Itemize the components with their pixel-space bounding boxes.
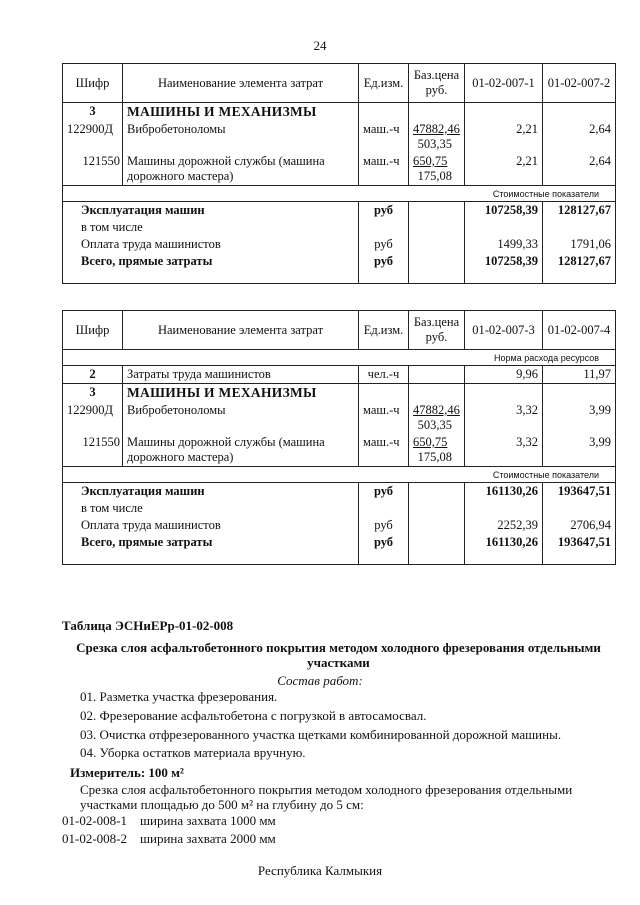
table-header-row xyxy=(63,311,616,350)
page-number: 24 xyxy=(313,38,327,53)
work-item: 02. Фрезерование асфальтобетона с погрузкой в автосамосвал. xyxy=(80,708,427,723)
row-value-1: 107258,39 xyxy=(465,202,543,220)
row-unit: маш.-ч xyxy=(359,153,409,186)
row-code: 121550 xyxy=(63,434,123,467)
row-name: в том числе xyxy=(63,219,359,236)
row-unit: руб xyxy=(359,483,409,501)
row-value-1: 3,32 xyxy=(465,402,543,434)
header-cell: Наименование элемента затрат xyxy=(123,311,359,350)
price-wage: 503,35 xyxy=(417,137,452,151)
description: Срезка слоя асфальтобетонного покрытия методом холодного фрезерования отдельными участками площадью до 500 м² на глубину до 5 см: xyxy=(80,782,573,812)
header-cell: Ед.изм. xyxy=(359,311,409,350)
row-name: Затраты труда машинистов xyxy=(123,366,359,384)
price-base: 47882,46 xyxy=(413,122,460,136)
code-item xyxy=(62,813,276,829)
measure-unit: Измеритель: 100 м² xyxy=(70,765,184,780)
price-base: 650,75 xyxy=(413,435,448,449)
table-row xyxy=(63,517,616,534)
header-cell: 01-02-007-3 xyxy=(465,311,543,350)
row-value-1: 2252,39 xyxy=(465,517,543,534)
row-value-1: 2,21 xyxy=(465,153,543,186)
table-row xyxy=(63,402,616,434)
cost-section-label: Стоимостные показатели xyxy=(63,186,616,202)
row-unit: руб xyxy=(359,236,409,253)
work-item: 04. Уборка остатков материала вручную. xyxy=(80,745,306,760)
row-value-2: 128127,67 xyxy=(543,253,616,283)
section-row xyxy=(63,350,616,366)
header-cell: Шифр xyxy=(63,311,123,350)
row-code: 121550 xyxy=(63,153,123,186)
row-price xyxy=(409,153,465,186)
row-name: Машины дорожной службы (машина дорожного мастера) xyxy=(123,434,359,467)
code-number: 01-02-008-1 xyxy=(62,813,127,828)
header-cell: Баз.цена руб. xyxy=(409,64,465,103)
table-row xyxy=(63,236,616,253)
row-value-1: 9,96 xyxy=(465,366,543,384)
norm-section-label: Норма расхода ресурсов xyxy=(63,350,616,366)
row-name: Эксплуатация машин xyxy=(63,202,359,220)
header-cell: 01-02-007-1 xyxy=(465,64,543,103)
row-unit: руб xyxy=(359,517,409,534)
row-value-2: 193647,51 xyxy=(543,483,616,501)
section-row xyxy=(63,467,616,483)
row-code: 2 xyxy=(63,366,123,384)
cost-section-label: Стоимостные показатели xyxy=(63,467,616,483)
section-code: 3 xyxy=(63,103,123,122)
table-row xyxy=(63,253,616,283)
section-title: МАШИНЫ И МЕХАНИЗМЫ xyxy=(123,103,359,122)
row-unit: руб xyxy=(359,534,409,564)
table-row xyxy=(63,219,616,236)
row-name: Вибробетоноломы xyxy=(123,121,359,153)
row-name: Всего, прямые затраты xyxy=(63,534,359,564)
header-cell: Ед.изм. xyxy=(359,64,409,103)
row-value-2: 193647,51 xyxy=(543,534,616,564)
row-name: Машины дорожной службы (машина дорожного мастера) xyxy=(123,153,359,186)
section-code: 3 xyxy=(63,384,123,403)
row-name: в том числе xyxy=(63,500,359,517)
section-row xyxy=(63,384,616,403)
row-name: Всего, прямые затраты xyxy=(63,253,359,283)
row-unit: маш.-ч xyxy=(359,434,409,467)
code-text: ширина захвата 2000 мм xyxy=(140,831,276,846)
row-name: Оплата труда машинистов xyxy=(63,236,359,253)
cost-table-2 xyxy=(62,310,616,565)
price-wage: 503,35 xyxy=(417,418,452,432)
work-item: 03. Очистка отфрезерованного участка щетками комбинированной дорожной машины. xyxy=(80,727,562,742)
row-value-2: 128127,67 xyxy=(543,202,616,220)
section-title: МАШИНЫ И МЕХАНИЗМЫ xyxy=(123,384,359,403)
row-unit: маш.-ч xyxy=(359,402,409,434)
table-row xyxy=(63,121,616,153)
row-name: Эксплуатация машин xyxy=(63,483,359,501)
row-value-2: 3,99 xyxy=(543,434,616,467)
code-item xyxy=(62,831,276,847)
header-cell: Баз.цена руб. xyxy=(409,311,465,350)
table-row xyxy=(63,500,616,517)
table-row xyxy=(63,434,616,467)
row-value-2: 3,99 xyxy=(543,402,616,434)
price-wage: 175,08 xyxy=(417,169,452,183)
work-item: 01. Разметка участка фрезерования. xyxy=(80,689,278,704)
code-number: 01-02-008-2 xyxy=(62,831,127,846)
header-cell: Шифр xyxy=(63,64,123,103)
row-price xyxy=(409,121,465,153)
row-value-1: 161130,26 xyxy=(465,483,543,501)
table-row xyxy=(63,483,616,501)
row-price xyxy=(409,434,465,467)
row-value-1: 161130,26 xyxy=(465,534,543,564)
row-value-2: 11,97 xyxy=(543,366,616,384)
price-wage: 175,08 xyxy=(417,450,452,464)
price-base: 47882,46 xyxy=(413,403,460,417)
price-base: 650,75 xyxy=(413,154,448,168)
row-value-2: 2,64 xyxy=(543,121,616,153)
table-row xyxy=(63,366,616,384)
cost-table-1 xyxy=(62,63,616,284)
row-unit: чел.-ч xyxy=(359,366,409,384)
row-value-2: 2706,94 xyxy=(543,517,616,534)
row-unit: руб xyxy=(359,253,409,283)
row-value-1: 3,32 xyxy=(465,434,543,467)
header-cell: 01-02-007-4 xyxy=(543,311,616,350)
header-cell: Наименование элемента затрат xyxy=(123,64,359,103)
section-row xyxy=(63,103,616,122)
row-value-2: 1791,06 xyxy=(543,236,616,253)
section-heading: Срезка слоя асфальтобетонного покрытия методом холодного фрезерования отдельными участками xyxy=(76,640,601,670)
table-header-row xyxy=(63,64,616,103)
row-value-2: 2,64 xyxy=(543,153,616,186)
section-row xyxy=(63,186,616,202)
row-code: 122900Д xyxy=(63,402,123,434)
table-row xyxy=(63,534,616,564)
row-name: Вибробетоноломы xyxy=(123,402,359,434)
row-code: 122900Д xyxy=(63,121,123,153)
row-unit: руб xyxy=(359,202,409,220)
row-price xyxy=(409,402,465,434)
composition-label: Состав работ: xyxy=(277,673,363,688)
row-value-1: 1499,33 xyxy=(465,236,543,253)
row-name: Оплата труда машинистов xyxy=(63,517,359,534)
table-title: Таблица ЭСНиЕРр-01-02-008 xyxy=(62,618,234,633)
code-text: ширина захвата 1000 мм xyxy=(140,813,276,828)
table-row xyxy=(63,202,616,220)
row-value-1: 107258,39 xyxy=(465,253,543,283)
row-unit: маш.-ч xyxy=(359,121,409,153)
table-row xyxy=(63,153,616,186)
row-value-1: 2,21 xyxy=(465,121,543,153)
header-cell: 01-02-007-2 xyxy=(543,64,616,103)
footer-region: Республика Калмыкия xyxy=(257,863,383,878)
